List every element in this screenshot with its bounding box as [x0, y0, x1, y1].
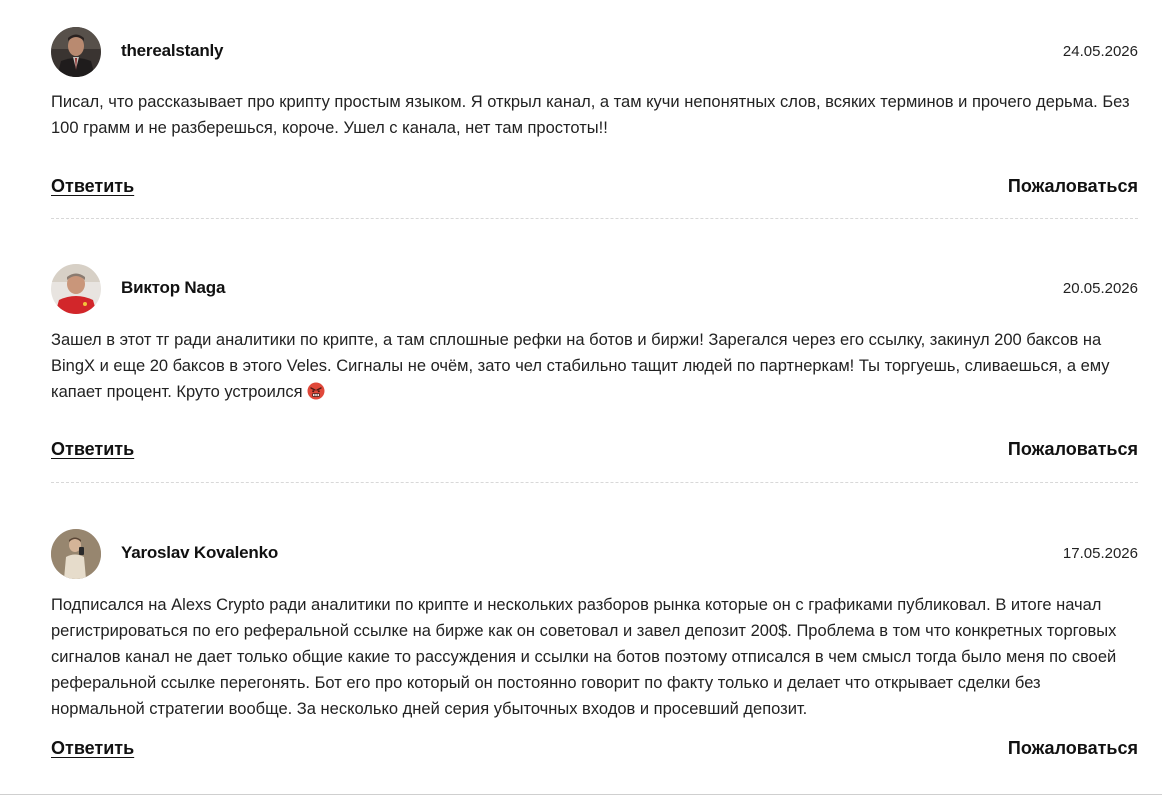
avatar-man-mirror-selfie-icon — [51, 529, 101, 579]
comment-date: 17.05.2026 — [1062, 545, 1138, 562]
comment-text: Писал, что рассказывает про крипту простым языком. Я открыл канал, а там кучи непонятных слов, всяких терминов и прочего дерьма. Без 100 грамм и не разберешься, короче. Ушел с канала, нет там простоты!! — [51, 93, 1130, 137]
comment-text — [51, 327, 1138, 405]
avatar-man-suit-icon — [51, 27, 101, 77]
comment-header — [51, 529, 1138, 579]
report-button[interactable]: Пожаловаться — [1007, 439, 1138, 459]
comment-item — [51, 219, 1138, 483]
avatar — [51, 27, 101, 77]
report-button[interactable]: Пожаловаться — [1007, 738, 1138, 758]
comments-list — [51, 0, 1138, 795]
angry-face-icon — [307, 382, 325, 400]
comment-text: Подписался на Alexs Crypto ради аналитики по крипте и нескольких разборов рынка которые он с графиками публиковал. В итоге начал регистрироваться по его реферальной ссылке на бирже как он советовал и завел депозит 200$. Проблема в том что конкретных торговых сигналов канал не дает только общие какие то рассуждения и ссылки на ботов поэтому отписался в чем смысл тогда было меня по своей реферальной ссылке перегонять. Бот его про который он постоянно говорит по факту только и делает что открывает сделки без нормальной стратегии вообще. За несколько дней серия убыточных входов и просевший депозит. — [51, 596, 1117, 718]
comment-text-body: Зашел в этот тг ради аналитики по крипте, а там сплошные рефки на ботов и биржи! Зарегался через его ссылку, закинул 200 баксов на BingX и еще 20 баксов в этого Veles. Сигналы не очём, зато чел стабильно тащит людей по партнеркам! Ты торгуешь, сливаешься, а ему капает процент. Круто устроился — [51, 331, 1110, 401]
comment-header — [51, 264, 1138, 314]
comment-item — [51, 483, 1138, 795]
comment-header — [51, 27, 1138, 77]
avatar — [51, 264, 101, 314]
comment-date: 24.05.2026 — [1062, 43, 1138, 60]
comment-username: therealstanly — [121, 41, 224, 60]
comment-username: Yaroslav Kovalenko — [121, 543, 279, 562]
comment-date: 20.05.2026 — [1062, 280, 1138, 297]
comment-actions — [51, 439, 1138, 463]
comment-item — [51, 0, 1138, 219]
avatar — [51, 529, 101, 579]
avatar-man-red-shirt-icon — [51, 264, 101, 314]
report-button[interactable]: Пожаловаться — [1007, 176, 1138, 196]
comment-username: Виктор Naga — [121, 278, 226, 297]
reply-button[interactable]: Ответить — [51, 176, 135, 196]
comment-actions — [51, 176, 1138, 200]
reply-button[interactable]: Ответить — [51, 439, 135, 459]
comment-actions — [51, 738, 1138, 762]
reply-button[interactable]: Ответить — [51, 738, 135, 758]
